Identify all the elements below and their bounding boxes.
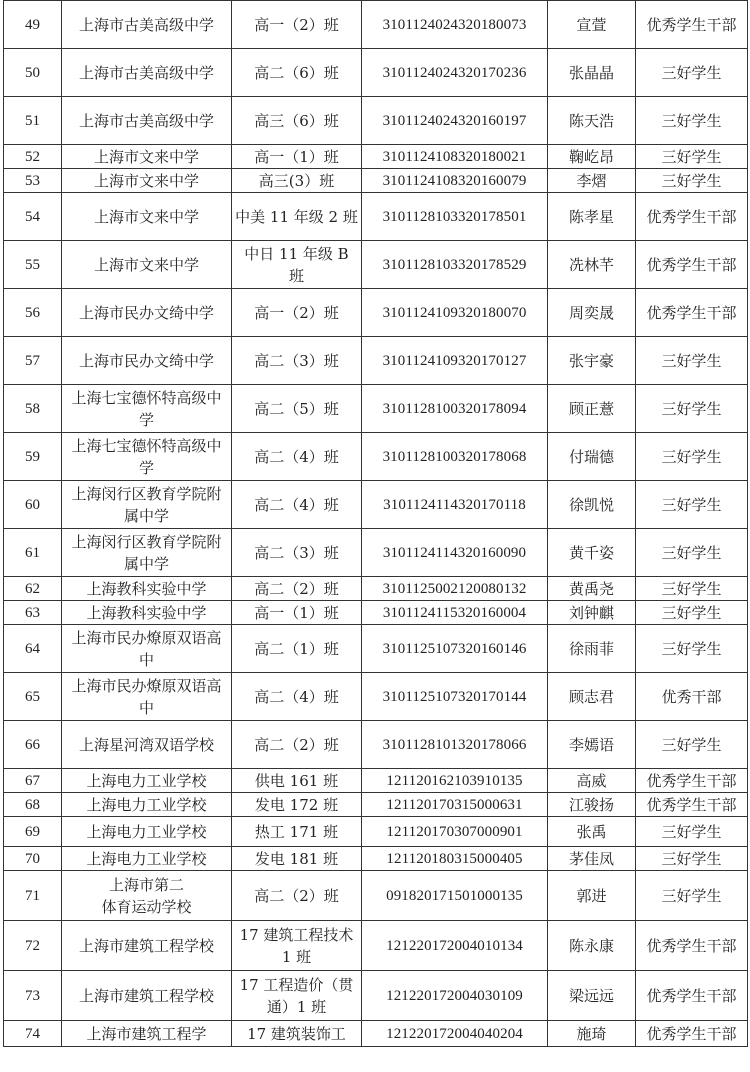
student-name: 高威 [548, 769, 636, 793]
award-title: 优秀学生干部 [636, 241, 748, 289]
school-name: 上海市古美高级中学 [62, 1, 232, 49]
student-id: 121220172004030109 [362, 971, 548, 1021]
student-id: 3101124108320160079 [362, 169, 548, 193]
row-number: 53 [4, 169, 62, 193]
award-title: 三好学生 [636, 721, 748, 769]
award-title: 优秀学生干部 [636, 1, 748, 49]
row-number: 54 [4, 193, 62, 241]
class-name: 中美 11 年级 2 班 [232, 193, 362, 241]
award-title: 优秀学生干部 [636, 793, 748, 817]
student-name: 李嫣语 [548, 721, 636, 769]
student-id: 121220172004040204 [362, 1021, 548, 1047]
award-title: 优秀学生干部 [636, 971, 748, 1021]
table-row [4, 169, 748, 193]
class-name: 高二（2）班 [232, 871, 362, 921]
table-row [4, 1021, 748, 1047]
table-row [4, 1, 748, 49]
class-name: 高二（4）班 [232, 481, 362, 529]
row-number: 74 [4, 1021, 62, 1047]
class-name: 高二（1）班 [232, 625, 362, 673]
student-name: 冼林芊 [548, 241, 636, 289]
student-id: 121120162103910135 [362, 769, 548, 793]
table-row [4, 289, 748, 337]
student-id: 3101124109320170127 [362, 337, 548, 385]
award-title: 三好学生 [636, 481, 748, 529]
student-id: 3101124114320160090 [362, 529, 548, 577]
row-number: 70 [4, 847, 62, 871]
row-number: 49 [4, 1, 62, 49]
row-number: 67 [4, 769, 62, 793]
class-name: 高二（4）班 [232, 433, 362, 481]
student-name: 鞠屹昂 [548, 145, 636, 169]
class-name: 高二（6）班 [232, 49, 362, 97]
student-name: 黄千姿 [548, 529, 636, 577]
student-id: 3101124024320170236 [362, 49, 548, 97]
school-name: 上海市民办文绮中学 [62, 289, 232, 337]
school-name: 上海星河湾双语学校 [62, 721, 232, 769]
class-name: 17 建筑工程技术 1 班 [232, 921, 362, 971]
award-title: 三好学生 [636, 433, 748, 481]
student-id: 3101128100320178094 [362, 385, 548, 433]
table-row [4, 481, 748, 529]
row-number: 73 [4, 971, 62, 1021]
school-name: 上海市民办文绮中学 [62, 337, 232, 385]
table-row [4, 97, 748, 145]
student-id: 3101125107320170144 [362, 673, 548, 721]
school-name: 上海闵行区教育学院附属中学 [62, 529, 232, 577]
student-name: 茅佳凤 [548, 847, 636, 871]
class-name: 高二（4）班 [232, 673, 362, 721]
student-name: 宣萱 [548, 1, 636, 49]
row-number: 57 [4, 337, 62, 385]
school-name: 上海市建筑工程学校 [62, 921, 232, 971]
school-name: 上海市文来中学 [62, 193, 232, 241]
school-name: 上海教科实验中学 [62, 577, 232, 601]
student-name: 江骏扬 [548, 793, 636, 817]
award-title: 优秀学生干部 [636, 769, 748, 793]
student-id: 121120170307000901 [362, 817, 548, 847]
student-id: 3101124115320160004 [362, 601, 548, 625]
table-row [4, 847, 748, 871]
row-number: 72 [4, 921, 62, 971]
class-name: 高二（3）班 [232, 337, 362, 385]
student-name: 李熠 [548, 169, 636, 193]
award-title: 优秀学生干部 [636, 289, 748, 337]
table-row [4, 529, 748, 577]
row-number: 56 [4, 289, 62, 337]
student-name: 张晶晶 [548, 49, 636, 97]
student-id: 3101128103320178501 [362, 193, 548, 241]
student-id: 3101128103320178529 [362, 241, 548, 289]
school-name: 上海市古美高级中学 [62, 49, 232, 97]
table-row [4, 971, 748, 1021]
student-id: 3101125002120080132 [362, 577, 548, 601]
table-row [4, 49, 748, 97]
class-name: 高一（1）班 [232, 601, 362, 625]
roster-body [4, 1, 748, 1047]
class-name: 高二（5）班 [232, 385, 362, 433]
table-row [4, 193, 748, 241]
student-name: 顾志君 [548, 673, 636, 721]
row-number: 71 [4, 871, 62, 921]
class-name: 高二（3）班 [232, 529, 362, 577]
table-row [4, 145, 748, 169]
award-title: 三好学生 [636, 625, 748, 673]
row-number: 63 [4, 601, 62, 625]
school-name: 上海闵行区教育学院附属中学 [62, 481, 232, 529]
award-title: 三好学生 [636, 577, 748, 601]
row-number: 66 [4, 721, 62, 769]
table-row [4, 673, 748, 721]
award-title: 三好学生 [636, 169, 748, 193]
class-name: 中日 11 年级 B 班 [232, 241, 362, 289]
school-name: 上海市文来中学 [62, 241, 232, 289]
student-id: 3101124108320180021 [362, 145, 548, 169]
school-name: 上海市文来中学 [62, 145, 232, 169]
table-row [4, 921, 748, 971]
table-row [4, 871, 748, 921]
award-title: 三好学生 [636, 601, 748, 625]
student-name: 陈天浩 [548, 97, 636, 145]
class-name: 高二（2）班 [232, 721, 362, 769]
table-row [4, 577, 748, 601]
class-name: 高二（2）班 [232, 577, 362, 601]
class-name: 发电 172 班 [232, 793, 362, 817]
student-name: 顾正薏 [548, 385, 636, 433]
award-title: 三好学生 [636, 337, 748, 385]
student-id: 121220172004010134 [362, 921, 548, 971]
class-name: 供电 161 班 [232, 769, 362, 793]
award-title: 三好学生 [636, 385, 748, 433]
student-name: 郭进 [548, 871, 636, 921]
class-name: 17 建筑装饰工 [232, 1021, 362, 1047]
award-roster-table [3, 0, 748, 1047]
table-row [4, 385, 748, 433]
school-name: 上海电力工业学校 [62, 817, 232, 847]
student-name: 张禹 [548, 817, 636, 847]
award-title: 三好学生 [636, 817, 748, 847]
row-number: 68 [4, 793, 62, 817]
student-name: 徐雨菲 [548, 625, 636, 673]
table-row [4, 601, 748, 625]
award-title: 三好学生 [636, 871, 748, 921]
student-id: 121120170315000631 [362, 793, 548, 817]
table-row [4, 337, 748, 385]
school-name: 上海市文来中学 [62, 169, 232, 193]
student-name: 徐凯悦 [548, 481, 636, 529]
award-title: 优秀学生干部 [636, 1021, 748, 1047]
row-number: 58 [4, 385, 62, 433]
student-name: 陈永康 [548, 921, 636, 971]
student-name: 张宇豪 [548, 337, 636, 385]
student-id: 121120180315000405 [362, 847, 548, 871]
student-name: 刘钟麒 [548, 601, 636, 625]
award-title: 优秀学生干部 [636, 921, 748, 971]
row-number: 62 [4, 577, 62, 601]
school-name: 上海电力工业学校 [62, 847, 232, 871]
row-number: 52 [4, 145, 62, 169]
student-id: 091820171501000135 [362, 871, 548, 921]
class-name: 17 工程造价（贯通）1 班 [232, 971, 362, 1021]
table-row [4, 769, 748, 793]
school-name: 上海七宝德怀特高级中学 [62, 385, 232, 433]
student-id: 3101124024320160197 [362, 97, 548, 145]
table-row [4, 721, 748, 769]
class-name: 高一（2）班 [232, 1, 362, 49]
award-title: 三好学生 [636, 145, 748, 169]
table-row [4, 433, 748, 481]
row-number: 64 [4, 625, 62, 673]
student-id: 3101124109320180070 [362, 289, 548, 337]
student-name: 黄禹尧 [548, 577, 636, 601]
student-id: 3101124114320170118 [362, 481, 548, 529]
row-number: 61 [4, 529, 62, 577]
table-row [4, 625, 748, 673]
row-number: 50 [4, 49, 62, 97]
school-name: 上海市建筑工程学校 [62, 971, 232, 1021]
student-id: 3101125107320160146 [362, 625, 548, 673]
class-name: 高一（2）班 [232, 289, 362, 337]
student-name: 陈孝星 [548, 193, 636, 241]
award-title: 三好学生 [636, 529, 748, 577]
class-name: 发电 181 班 [232, 847, 362, 871]
row-number: 69 [4, 817, 62, 847]
student-id: 3101124024320180073 [362, 1, 548, 49]
class-name: 高一（1）班 [232, 145, 362, 169]
school-name: 上海市第二 体育运动学校 [62, 871, 232, 921]
school-name: 上海市民办燎原双语高中 [62, 625, 232, 673]
student-name: 付瑞德 [548, 433, 636, 481]
student-id: 3101128100320178068 [362, 433, 548, 481]
row-number: 65 [4, 673, 62, 721]
class-name: 高三(3）班 [232, 169, 362, 193]
school-name: 上海教科实验中学 [62, 601, 232, 625]
award-title: 三好学生 [636, 97, 748, 145]
school-name: 上海七宝德怀特高级中学 [62, 433, 232, 481]
student-name: 梁远远 [548, 971, 636, 1021]
class-name: 高三（6）班 [232, 97, 362, 145]
table-row [4, 817, 748, 847]
table-row [4, 241, 748, 289]
student-id: 3101128101320178066 [362, 721, 548, 769]
row-number: 59 [4, 433, 62, 481]
school-name: 上海电力工业学校 [62, 793, 232, 817]
award-title: 优秀学生干部 [636, 193, 748, 241]
class-name: 热工 171 班 [232, 817, 362, 847]
row-number: 51 [4, 97, 62, 145]
school-name: 上海市古美高级中学 [62, 97, 232, 145]
table-row [4, 793, 748, 817]
student-name: 周奕晟 [548, 289, 636, 337]
school-name: 上海市民办燎原双语高中 [62, 673, 232, 721]
student-name: 施琦 [548, 1021, 636, 1047]
school-name: 上海电力工业学校 [62, 769, 232, 793]
award-title: 三好学生 [636, 847, 748, 871]
row-number: 55 [4, 241, 62, 289]
award-title: 三好学生 [636, 49, 748, 97]
school-name: 上海市建筑工程学 [62, 1021, 232, 1047]
award-title: 优秀干部 [636, 673, 748, 721]
row-number: 60 [4, 481, 62, 529]
